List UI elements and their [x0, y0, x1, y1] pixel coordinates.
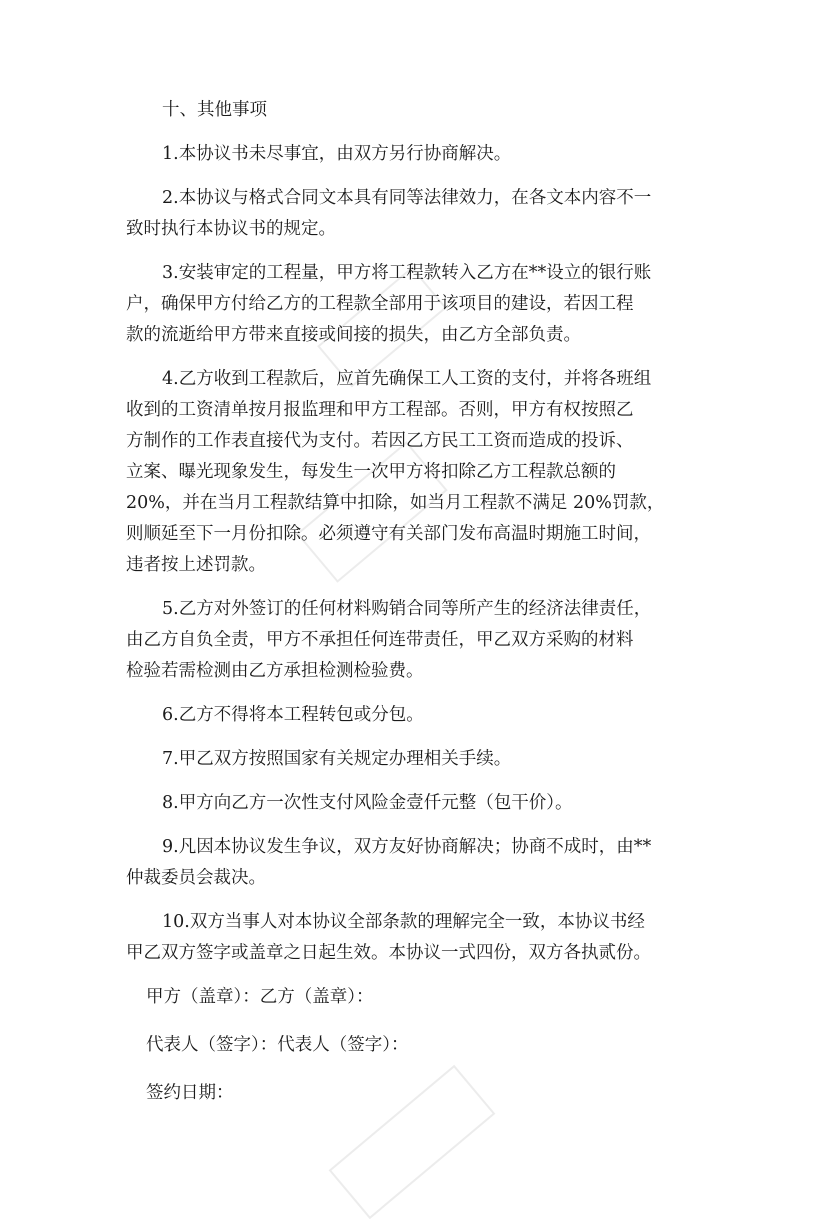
clause-line: 4.乙方收到工程款后，应首先确保工人工资的支付，并将各班组	[162, 369, 652, 389]
section-heading: 十、其他事项	[162, 100, 267, 120]
clause-line: 20%，并在当月工程款结算中扣除，如当月工程款不满足 20%罚款，	[126, 493, 665, 513]
clause-line: 6.乙方不得将本工程转包或分包。	[162, 705, 424, 725]
clause-line: 1.本协议书未尽事宜，由双方另行协商解决。	[162, 144, 512, 164]
clause-line: 9.凡因本协议发生争议，双方友好协商解决；协商不成时，由**	[162, 837, 652, 857]
clause-line: 户，确保甲方付给乙方的工程款全部用于该项目的建设，若因工程	[126, 294, 634, 314]
clause-paragraph	[126, 258, 716, 351]
signature-party-line: 甲方（盖章）：乙方（盖章）：	[146, 987, 374, 1007]
clause-paragraph	[126, 364, 716, 581]
clause-line: 甲乙双方签字或盖章之日起生效。本协议一式四份，双方各执贰份。	[126, 943, 651, 963]
clause-line: 5.乙方对外签订的任何材料购销合同等所产生的经济法律责任，	[162, 599, 652, 619]
clause-paragraph	[126, 183, 716, 245]
clause-paragraph	[126, 594, 716, 687]
signature-rep-line: 代表人（签字）：代表人（签字）：	[146, 1035, 409, 1055]
clause-line: 检验若需检测由乙方承担检测检验费。	[126, 661, 424, 681]
clause-list	[126, 139, 716, 969]
clause-line: 由乙方自负全责，甲方不承担任何连带责任，甲乙双方采购的材料	[126, 630, 634, 650]
clause-paragraph	[126, 907, 716, 969]
clause-line: 仲裁委员会裁决。	[126, 868, 266, 888]
clause-paragraph	[126, 788, 716, 819]
clause-line: 8.甲方向乙方一次性支付风险金壹仟元整（包干价）。	[162, 793, 573, 813]
clause-paragraph	[126, 700, 716, 731]
clause-line: 则顺延至下一月份扣除。必须遵守有关部门发布高温时期施工时间，	[126, 524, 651, 544]
clause-paragraph	[126, 832, 716, 894]
clause-line: 7.甲乙双方按照国家有关规定办理相关手续。	[162, 749, 512, 769]
clause-line: 致时执行本协议书的规定。	[126, 219, 336, 239]
clause-line: 收到的工资清单按月报监理和甲方工程部。否则，甲方有权按照乙	[126, 400, 634, 420]
clause-paragraph	[126, 744, 716, 775]
clause-line: 立案、曝光现象发生，每发生一次甲方将扣除乙方工程款总额的	[126, 462, 616, 482]
clause-line: 10.双方当事人对本协议全部条款的理解完全一致，本协议书经	[162, 912, 645, 932]
signature-date-line: 签约日期：	[146, 1083, 234, 1103]
clause-line: 方制作的工作表直接代为支付。若因乙方民工工资而造成的投诉、	[126, 431, 634, 451]
clause-line: 款的流逝给甲方带来直接或间接的损失，由乙方全部负责。	[126, 325, 581, 345]
clause-line: 2.本协议与格式合同文本具有同等法律效力，在各文本内容不一	[162, 188, 652, 208]
clause-paragraph	[126, 139, 716, 170]
clause-line: 3.安装审定的工程量，甲方将工程款转入乙方在**设立的银行账	[162, 263, 652, 283]
document-body	[126, 95, 716, 1126]
clause-line: 违者按上述罚款。	[126, 555, 266, 575]
